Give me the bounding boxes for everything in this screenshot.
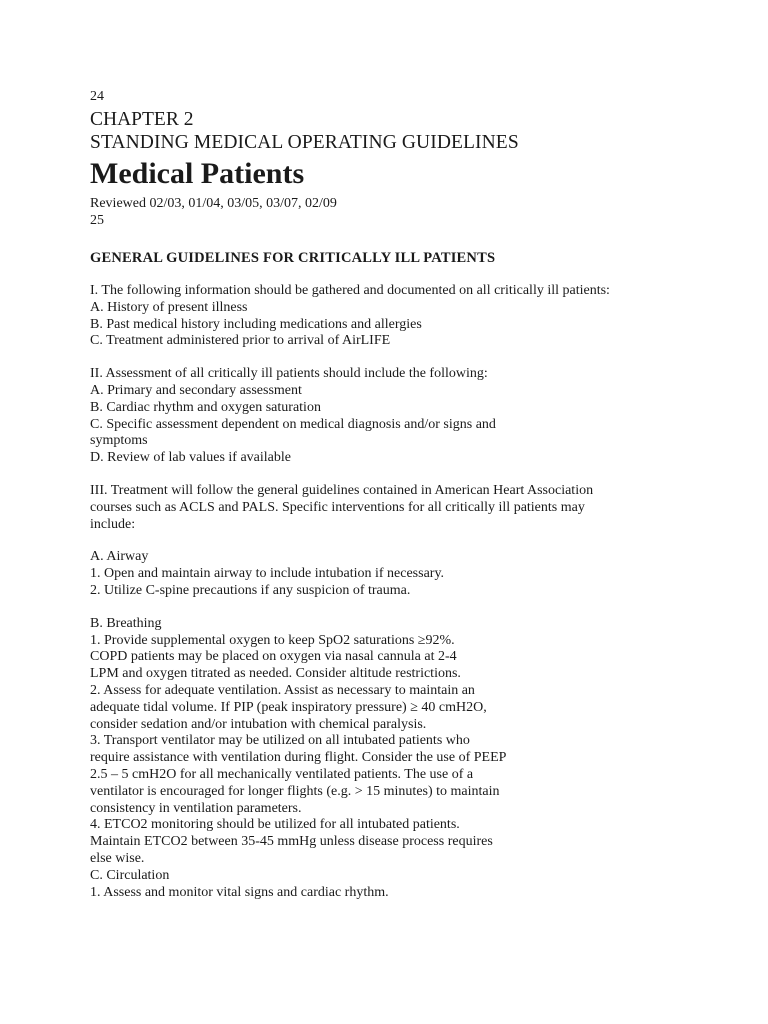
text-line: B. Cardiac rhythm and oxygen saturation: [90, 399, 321, 415]
text-line: D. Review of lab values if available: [90, 450, 291, 466]
airway-section: [90, 549, 750, 599]
text-line: A. History of present illness: [90, 299, 248, 315]
text-line: else wise.: [90, 850, 145, 866]
text-line: courses such as ACLS and PALS. Specific interventions for all critically ill patients may: [90, 499, 585, 515]
text-line: 1. Provide supplemental oxygen to keep SpO2 saturations ≥92%.: [90, 632, 455, 648]
chapter-label: CHAPTER 2: [90, 109, 194, 130]
text-line: A. Primary and secondary assessment: [90, 382, 302, 398]
text-line: 4. ETCO2 monitoring should be utilized for all intubated patients.: [90, 817, 460, 833]
section-1: [90, 283, 750, 350]
text-line: B. Past medical history including medications and allergies: [90, 316, 422, 332]
text-line: B. Breathing: [90, 615, 162, 631]
page-number-top: 24: [90, 89, 104, 104]
text-line: COPD patients may be placed on oxygen via nasal cannula at 2-4: [90, 649, 457, 665]
text-line: 1. Assess and monitor vital signs and cardiac rhythm.: [90, 884, 389, 900]
page-heading: Medical Patients: [90, 157, 305, 190]
document-title: STANDING MEDICAL OPERATING GUIDELINES: [90, 132, 519, 153]
reviewed-dates: Reviewed 02/03, 01/04, 03/05, 03/07, 02/09: [90, 196, 337, 211]
text-line: ventilator is encouraged for longer flights (e.g. > 15 minutes) to maintain: [90, 783, 500, 799]
text-line: I. The following information should be gathered and documented on all critically ill patients:: [90, 283, 610, 298]
text-line: include:: [90, 516, 136, 532]
text-line: consider sedation and/or intubation with chemical paralysis.: [90, 716, 427, 732]
text-line: adequate tidal volume. If PIP (peak inspiratory pressure) ≥ 40 cmH2O,: [90, 699, 487, 715]
section-3: [90, 483, 750, 533]
page-number-second: 25: [90, 213, 104, 228]
section-2: [90, 366, 750, 467]
text-line: 2. Utilize C-spine precautions if any suspicion of trauma.: [90, 582, 411, 598]
text-line: A. Airway: [90, 549, 149, 565]
breathing-section: [90, 616, 750, 902]
text-line: Maintain ETCO2 between 35-45 mmHg unless disease process requires: [90, 834, 493, 850]
text-line: III. Treatment will follow the general guidelines contained in American Heart Association: [90, 482, 594, 498]
text-line: symptoms: [90, 433, 148, 449]
text-line: II. Assessment of all critically ill patients should include the following:: [90, 366, 488, 382]
section-heading: GENERAL GUIDELINES FOR CRITICALLY ILL PATIENTS: [90, 250, 496, 266]
text-line: C. Treatment administered prior to arrival of AirLIFE: [90, 333, 391, 349]
text-line: 1. Open and maintain airway to include intubation if necessary.: [90, 566, 445, 582]
text-line: C. Circulation: [90, 867, 170, 883]
document-page: [90, 88, 750, 901]
text-line: 3. Transport ventilator may be utilized on all intubated patients who: [90, 733, 470, 749]
text-line: 2. Assess for adequate ventilation. Assist as necessary to maintain an: [90, 682, 475, 698]
text-line: 2.5 – 5 cmH2O for all mechanically ventilated patients. The use of a: [90, 766, 474, 782]
text-line: C. Specific assessment dependent on medical diagnosis and/or signs and: [90, 416, 496, 432]
text-line: LPM and oxygen titrated as needed. Consider altitude restrictions.: [90, 666, 461, 682]
text-line: consistency in ventilation parameters.: [90, 800, 302, 816]
text-line: require assistance with ventilation during flight. Consider the use of PEEP: [90, 750, 507, 766]
